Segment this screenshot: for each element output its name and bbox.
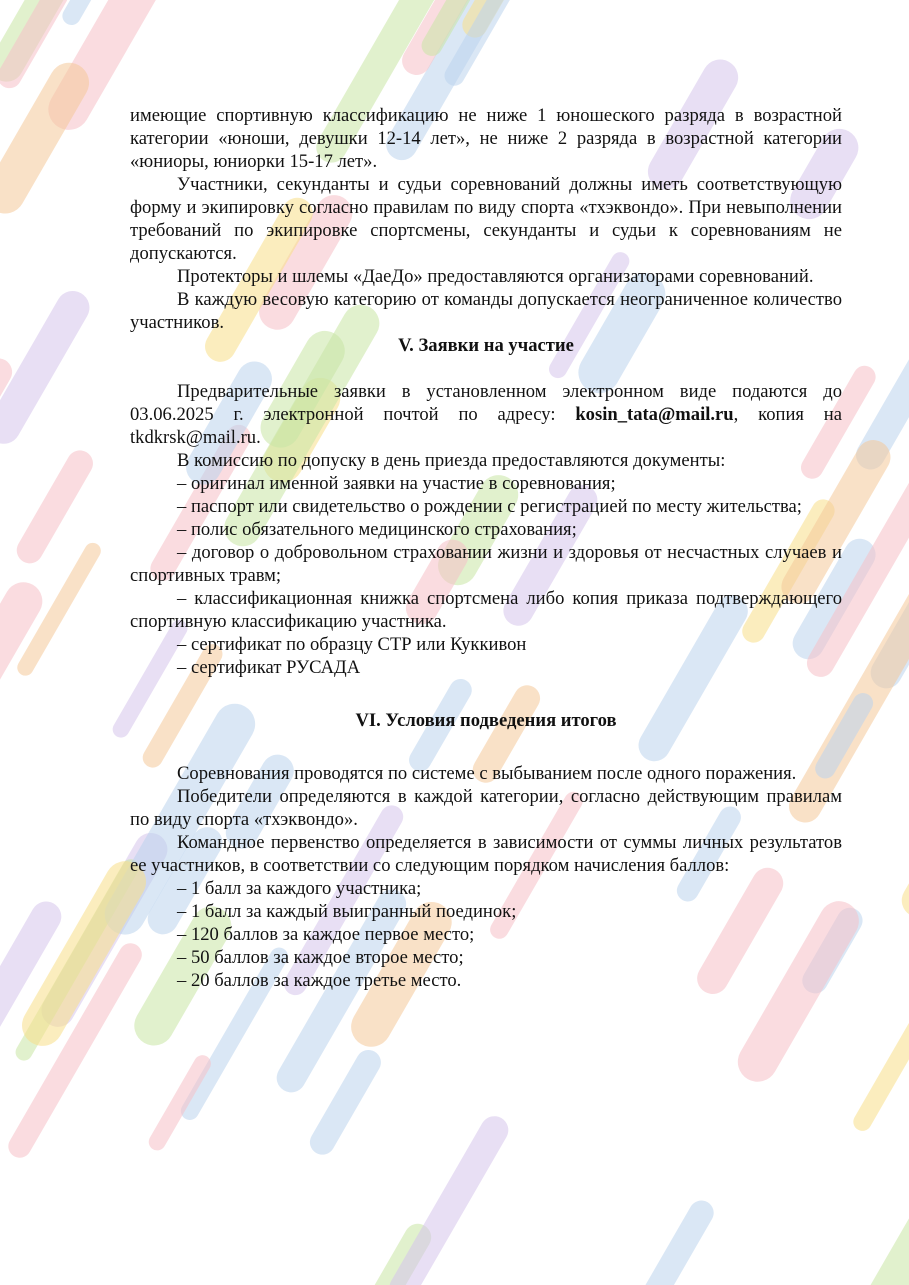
paragraph: В каждую весовую категорию от команды допускается неограниченное количество участников. [130,289,842,333]
background-stripe [617,1213,702,1285]
background-stripe [865,1145,909,1285]
background-stripe [5,83,69,194]
paragraph: Победители определяются в каждой категории, согласно действующим правилам по виду спорта «тхэквондо». [130,786,842,830]
list-item: – 1 балл за каждого участника; [177,878,422,899]
document-page [130,104,842,992]
list-item: – паспорт или свидетельство о рождении с регистрацией по месту жительства; [177,496,802,517]
email-address: kosin_tata@mail.ru [575,404,734,425]
paragraph: имеющие спортивную классификацию не ниже 1 юношеского разряда в возрастной категории «юноши, девушки 12-14 лет», не ниже 2 разряда в возрастной категории «юниоры, юниорки 15-17 лет». [130,105,842,172]
background-stripe [403,1130,494,1285]
text: , копия на tkdkrsk@mail.ru. [130,404,842,448]
list-item: – 120 баллов за каждое первое место; [177,924,475,945]
background-stripe [30,463,80,550]
list-item: – сертификат РУСАДА [177,657,361,678]
list-item: – договор о добровольном страховании жизни и здоровья от несчастных случаев и спортивных травм; [130,542,842,586]
list-item: – сертификат по образцу СТР или Куккивон [177,634,527,655]
paragraph: Участники, секунданты и судьи соревнований должны иметь соответствующую форму и экипировку согласно правилам по виду спорта «тхэквондо». При невыполнении требований по экипировке спортсмены, секунданты и судьи к соревнованиям не допускаются. [130,174,842,264]
paragraph: Соревнования проводятся по системе с выбыванием после одного поражения. [177,763,797,784]
list-item: – полис обязательного медицинского страхования; [177,519,577,540]
text: Предварительные заявки в установленном электронном виде подаются до 03.06.2025 г. электронной почтой по адресу: [130,381,842,425]
background-stripe [4,308,73,427]
background-stripe [322,1062,368,1142]
list-item: – классификационная книжка спортсмена либо копия приказа подтверждающего спортивную классификацию участника. [130,588,842,632]
background-stripe [870,335,909,455]
paragraph: Протекторы и шлемы «ДаеДо» предоставляются организаторами соревнований. [177,266,814,287]
background-stripe [0,601,23,782]
paragraph: Командное первенство определяется в зависимости от суммы личных результатов ее участников, в соответствии со следующим порядком начисления баллов: [130,832,842,876]
paragraph [130,380,842,449]
section-heading: VI. Условия подведения итогов [355,710,617,731]
background-stripe [862,1006,909,1122]
list-item: – 1 балл за каждый выигранный поединок; [177,901,517,922]
list-item: – оригинал именной заявки на участие в соревнования; [177,473,616,494]
section-heading: V. Заявки на участие [398,335,574,356]
list-item: – 20 баллов за каждое третье место. [177,970,462,991]
list-item: – 50 баллов за каждое второе место; [177,947,464,968]
paragraph: В комиссию по допуску в день приезда предоставляются документы: [177,450,726,471]
